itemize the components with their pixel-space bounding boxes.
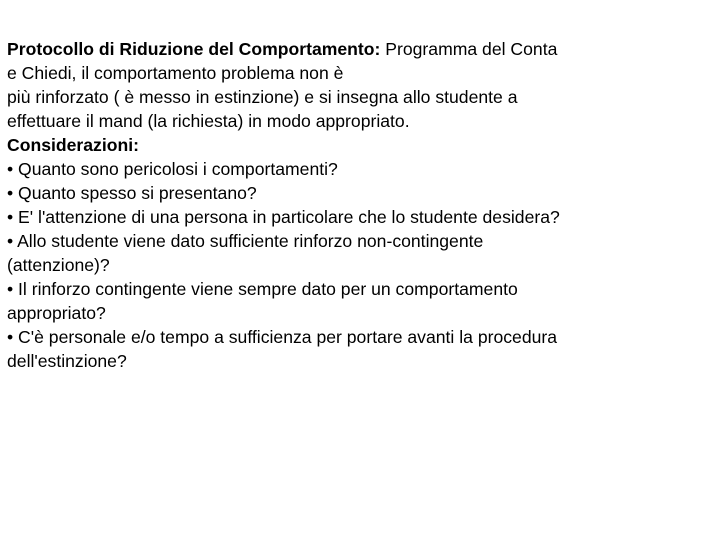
protocol-title-continuation: Programma del Conta (380, 39, 558, 59)
bullet-item: • Allo studente viene dato sufficiente rinforzo non-contingente (7, 231, 484, 251)
bullet-item-continuation: (attenzione)? (7, 255, 110, 275)
bullet-item-continuation: dell'estinzione? (7, 351, 127, 371)
bullet-item: • Quanto sono pericolosi i comportamenti? (7, 159, 338, 179)
slide-text-block (7, 37, 707, 373)
protocol-title: Protocollo di Riduzione del Comportamento: (7, 39, 381, 59)
bullet-item: • Quanto spesso si presentano? (7, 183, 257, 203)
bullet-item: • C'è personale e/o tempo a sufficienza per portare avanti la procedura (7, 327, 558, 347)
bullet-item: • E' l'attenzione di una persona in particolare che lo studente desidera? (7, 207, 560, 227)
heading-line (7, 37, 707, 61)
description-line: e Chiedi, il comportamento problema non è (7, 63, 344, 83)
bullet-item-continuation: appropriato? (7, 303, 106, 323)
bullet-item: • Il rinforzo contingente viene sempre dato per un comportamento (7, 279, 518, 299)
description-line: effettuare il mand (la richiesta) in modo appropriato. (7, 111, 410, 131)
description-line: più rinforzato ( è messo in estinzione) e si insegna allo studente a (7, 87, 518, 107)
considerations-title: Considerazioni: (7, 135, 139, 155)
